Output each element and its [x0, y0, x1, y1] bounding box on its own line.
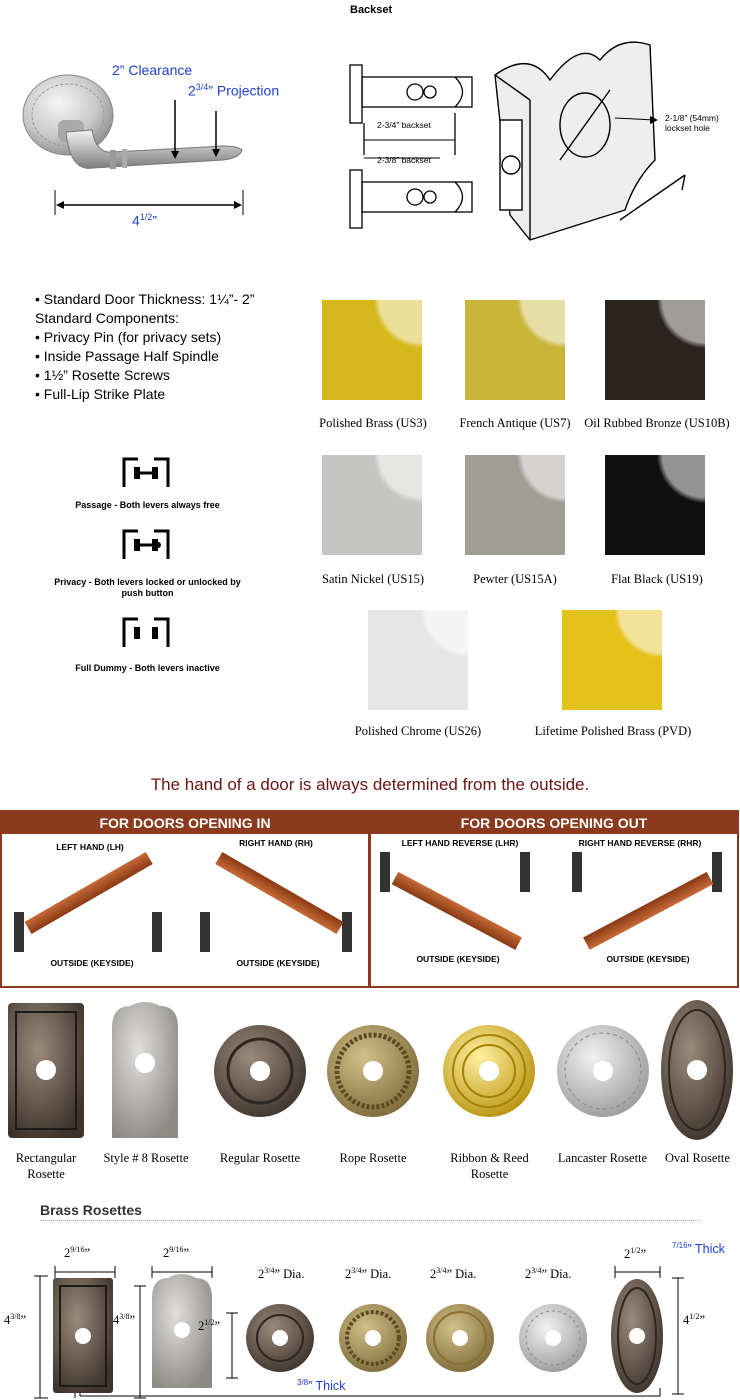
ribbon-dia-label: $2^{3/4}$” Dia.: [430, 1266, 477, 1282]
rope-dia-label: $2^{3/4}$” Dia.: [345, 1266, 392, 1282]
outside-label-lh: OUTSIDE (KEYSIDE): [50, 958, 134, 968]
outside-label-lhr: OUTSIDE (KEYSIDE): [416, 954, 500, 964]
dummy-function-icon: [118, 615, 174, 649]
privacy-function-icon: [118, 527, 174, 561]
feature-item: • 1½” Rosette Screws: [35, 366, 300, 385]
oval-thickness-label: $^{7/16}$” Thick: [672, 1241, 725, 1257]
door-bore-diagram: [490, 20, 700, 270]
opening-in-header: FOR DOORS OPENING IN: [2, 812, 368, 834]
finish-swatch: [465, 300, 565, 400]
backset-b-label: 2-3/8” backset: [377, 155, 431, 165]
feature-item: • Privacy Pin (for privacy sets): [35, 328, 300, 347]
feature-item: • Full-Lip Strike Plate: [35, 385, 300, 404]
finish-name: French Antique (US7): [459, 416, 571, 430]
finish-name: Oil Rubbed Bronze (US10B): [584, 416, 730, 430]
lancaster-dia-label: $2^{3/4}$” Dia.: [525, 1266, 572, 1282]
rosette-name: Rope Rosette: [339, 1151, 407, 1165]
finish-name: Flat Black (US19): [611, 572, 703, 586]
rosette-name: Oval Rosette: [665, 1151, 730, 1165]
finish-swatch: [322, 300, 422, 400]
finish-name: Pewter (US15A): [473, 572, 557, 586]
finish-swatch: [322, 455, 422, 555]
rosette-name: Regular Rosette: [219, 1151, 301, 1165]
projection-label: $2^{3/4}$” Projection: [188, 82, 280, 99]
backset-a-label: 2-3/4” backset: [377, 120, 431, 130]
finish-swatch: [465, 455, 565, 555]
thickness-label: $^{3/8}$” Thick: [297, 1378, 346, 1394]
feature-item: • Standard Door Thickness: 1¼”- 2” Standard Components:: [35, 290, 300, 328]
finish-swatch: [368, 610, 468, 710]
lh-label: LEFT HAND (LH): [56, 842, 124, 852]
passage-function-icon: [118, 455, 174, 489]
feature-item: • Inside Passage Half Spindle: [35, 347, 300, 366]
dummy-function-label: Full Dummy - Both levers inactive: [75, 663, 220, 673]
opening-out-header: FOR DOORS OPENING OUT: [371, 812, 737, 834]
finish-name: Lifetime Polished Brass (PVD): [534, 724, 692, 738]
style8-width-label: $2^{9/16}$”: [163, 1245, 190, 1261]
width-label: $4^{1/2}$”: [132, 212, 157, 229]
dimension-arrows: [40, 95, 260, 225]
oval-width-label: $2^{1/2}$”: [624, 1246, 647, 1262]
style8-inner-height-label: $2^{1/2}$”: [198, 1318, 221, 1334]
rhr-label: RIGHT HAND REVERSE (RHR): [578, 838, 702, 848]
finish-swatch: [562, 610, 662, 710]
finish-name: Polished Chrome (US26): [354, 724, 482, 738]
door-swing-diagrams: [0, 850, 740, 960]
rect-height-label: $4^{3/8}$”: [4, 1312, 27, 1328]
rosette-name: Lancaster Rosette: [557, 1151, 648, 1165]
regular-dia-label: $2^{3/4}$” Dia.: [258, 1266, 305, 1282]
backset-title: Backset: [350, 4, 393, 16]
finish-name: Polished Brass (US3): [319, 416, 427, 430]
outside-label-rh: OUTSIDE (KEYSIDE): [236, 958, 320, 968]
passage-function-label: Passage - Both levers always free: [75, 500, 220, 510]
rosette-images: [0, 998, 740, 1143]
rect-width-label: $2^{9/16}$”: [64, 1245, 91, 1261]
latch-diagram: [340, 55, 490, 235]
lockset-hole-label: 2-1/8” (54mm) lockset hole: [665, 113, 719, 133]
clearance-label: 2” Clearance: [112, 62, 193, 78]
finish-swatch: [605, 455, 705, 555]
rosette-name: Style # 8 Rosette: [103, 1151, 189, 1165]
style8-height-label: $4^{3/8}$”: [113, 1312, 136, 1328]
rosette-name: Ribbon & Reed Rosette: [450, 1151, 529, 1181]
oval-height-label: $4^{1/2}$”: [683, 1312, 706, 1328]
title-rule: [40, 1220, 700, 1221]
outside-label-rhr: OUTSIDE (KEYSIDE): [606, 954, 690, 964]
feature-list: [35, 290, 300, 404]
rh-label: RIGHT HAND (RH): [239, 838, 313, 848]
brass-rosettes-title: Brass Rosettes: [40, 1202, 142, 1218]
rosette-name: Rectangular Rosette: [15, 1151, 77, 1181]
lhr-label: LEFT HAND REVERSE (LHR): [401, 838, 519, 848]
privacy-function-label: Privacy - Both levers locked or unlocked by push button: [54, 577, 241, 598]
hand-note: The hand of a door is always determined from the outside.: [150, 775, 590, 794]
finish-swatch: [605, 300, 705, 400]
finish-name: Satin Nickel (US15): [321, 572, 425, 586]
